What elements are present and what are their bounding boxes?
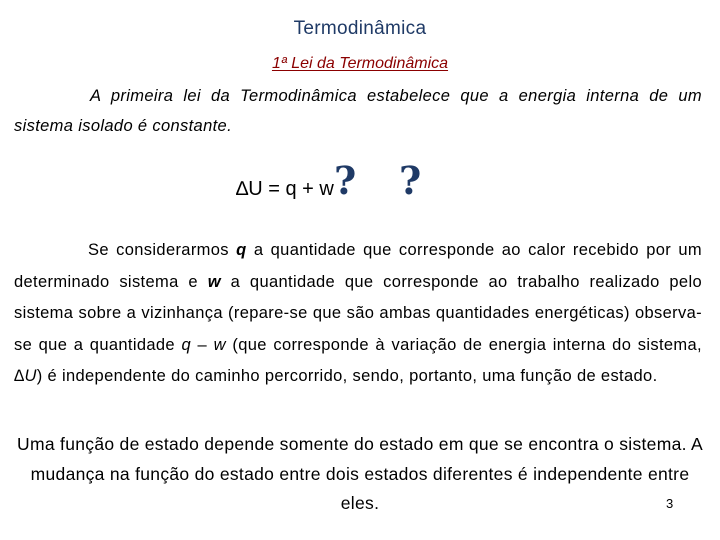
page-number: 3 <box>666 496 674 511</box>
equation-term-w: w <box>319 178 334 200</box>
equation-lhs: ∆U = <box>236 178 286 200</box>
variable-w: w <box>213 335 226 354</box>
variable-q: q <box>181 335 192 354</box>
body-paragraph <box>14 235 702 393</box>
intro-paragraph: A primeira lei da Termodinâmica estabelece que a energia interna de um sistema isolado é constante. <box>14 87 702 135</box>
body-text: – <box>191 335 214 354</box>
variable-w: w <box>207 272 221 291</box>
body-text: a quantidade que corresponde ao calor recebido por um determinado sistema e <box>14 241 702 291</box>
equation-operator: + <box>296 178 320 200</box>
equation-text <box>236 178 334 201</box>
question-mark-icon: ? <box>334 158 357 203</box>
page-title: Termodinâmica <box>293 18 427 39</box>
body-text: a quantidade que corresponde ao trabalho realizado pelo sistema sobre a vizinhança (repare-se que são ambas quantidades energéticas) observa-se que a quantidade <box>14 272 702 354</box>
subtitle: 1ª Lei da Termodinâmica <box>271 55 449 72</box>
equation-term-q: q <box>285 178 297 200</box>
first-law-equation <box>236 158 456 208</box>
question-mark-icon: ? <box>399 158 422 203</box>
variable-delta-u: ∆U <box>14 367 37 385</box>
variable-q: q <box>236 241 247 259</box>
body-text: (que corresponde à variação de energia interna do sistema, <box>225 335 702 354</box>
body-text: Se considerarmos <box>88 241 237 259</box>
body-text: ) é independente do caminho percorrido, sendo, portanto, uma função de estado. <box>36 367 658 385</box>
state-function-paragraph: Uma função de estado depende somente do estado em que se encontra o sistema. A mudança na função do estado entre dois estados diferentes é independente entre eles. <box>17 434 703 513</box>
